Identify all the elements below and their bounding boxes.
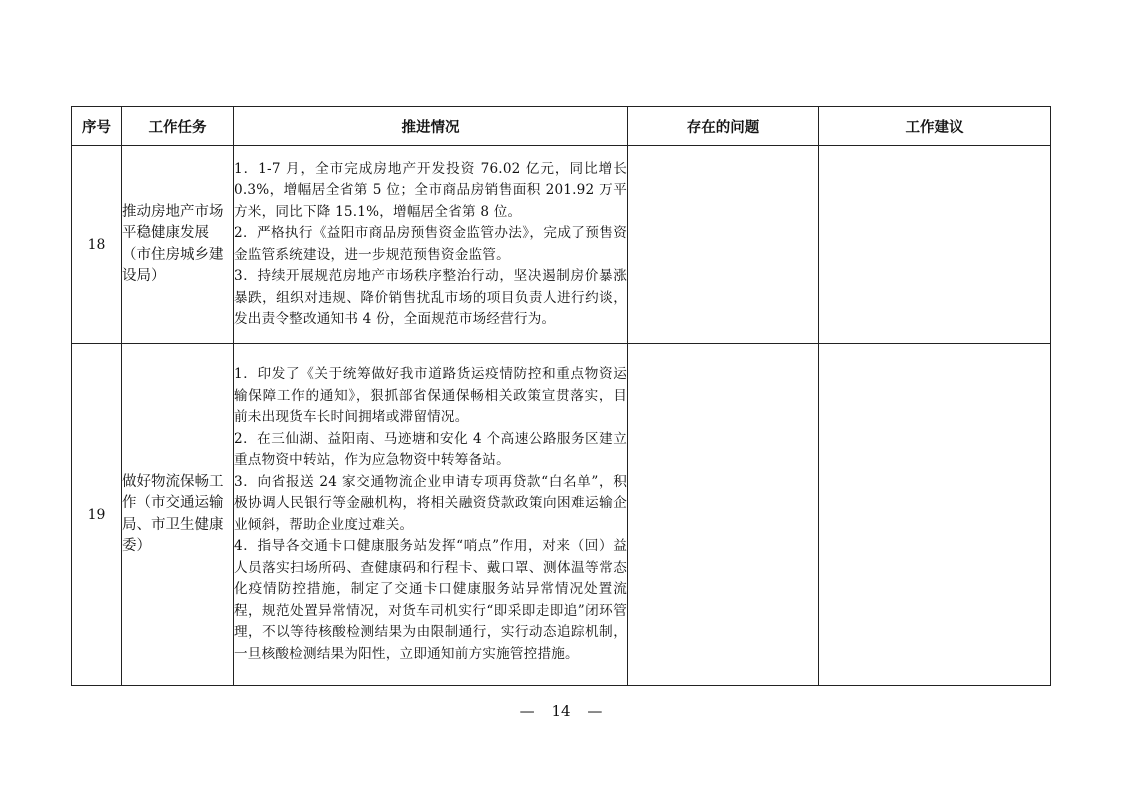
table-row (72, 146, 1051, 344)
row-issues (628, 146, 819, 344)
progress-item: 2．在三仙湖、益阳南、马迹塘和安化 4 个高速公路服务区建立重点物资中转站，作为应急物资中转筹备站。 (234, 430, 627, 468)
header-work-task: 工作任务 (122, 107, 234, 146)
row-task: 做好物流保畅工作（市交通运输局、市卫生健康委） (122, 344, 234, 686)
header-progress: 推进情况 (234, 107, 628, 146)
row-progress (234, 344, 628, 686)
row-issues (628, 344, 819, 686)
progress-item: 1．印发了《关于统筹做好我市道路货运疫情防控和重点物资运输保障工作的通知》，狠抓部省保通保畅相关政策宣贯落实，目前未出现货车长时间拥堵或滞留情况。 (234, 366, 627, 425)
page-number: 14 (551, 702, 571, 720)
header-serial-number: 序号 (72, 107, 122, 146)
progress-item: 3．向省报送 24 家交通物流企业申请专项再贷款“白名单”，积极协调人民银行等金融机构，将相关融资贷款政策向困难运输企业倾斜，帮助企业度过难关。 (234, 473, 627, 533)
progress-item: 4．指导各交通卡口健康服务站发挥“哨点”作用，对来（回）益人员落实扫场所码、查健康码和行程卡、戴口罩、测体温等常态化疫情防控措施，制定了交通卡口健康服务站异常情况处置流程，规范处置异常情况，对货车司机实行“即采即走即追”闭环管理，不以等待核酸检测结果为由限制通行，实行动态追踪机制，一旦核酸检测结果为阳性，立即通知前方实施管控措施。 (234, 538, 627, 662)
row-number: 18 (72, 146, 122, 344)
progress-item: 1．1-7 月，全市完成房地产开发投资 76.02 亿元，同比增长 0.3%，增幅居全省第 5 位；全市商品房销售面积 201.92 万平方米，同比下降 15.1%，增幅居全省第 8 位。 (234, 160, 627, 220)
page-footer (0, 702, 1122, 720)
footer-dash-left: — (519, 702, 535, 720)
progress-item: 2．严格执行《益阳市商品房预售资金监管办法》，完成了预售资金监管系统建设，进一步规范预售资金监管。 (234, 225, 627, 263)
progress-item: 3．持续开展规范房地产市场秩序整治行动，坚决遏制房价暴涨暴跌，组织对违规、降价销售扰乱市场的项目负责人进行约谈，发出责令整改通知书 4 份，全面规范市场经营行为。 (234, 268, 627, 327)
row-task: 推动房地产市场平稳健康发展（市住房城乡建设局） (122, 146, 234, 344)
row-suggestions (819, 344, 1051, 686)
header-work-suggestions: 工作建议 (819, 107, 1051, 146)
table-header (72, 107, 1051, 146)
work-progress-table (71, 106, 1051, 686)
table-row (72, 344, 1051, 686)
row-progress (234, 146, 628, 344)
header-existing-issues: 存在的问题 (628, 107, 819, 146)
row-suggestions (819, 146, 1051, 344)
row-number: 19 (72, 344, 122, 686)
footer-dash-right: — (587, 702, 603, 720)
